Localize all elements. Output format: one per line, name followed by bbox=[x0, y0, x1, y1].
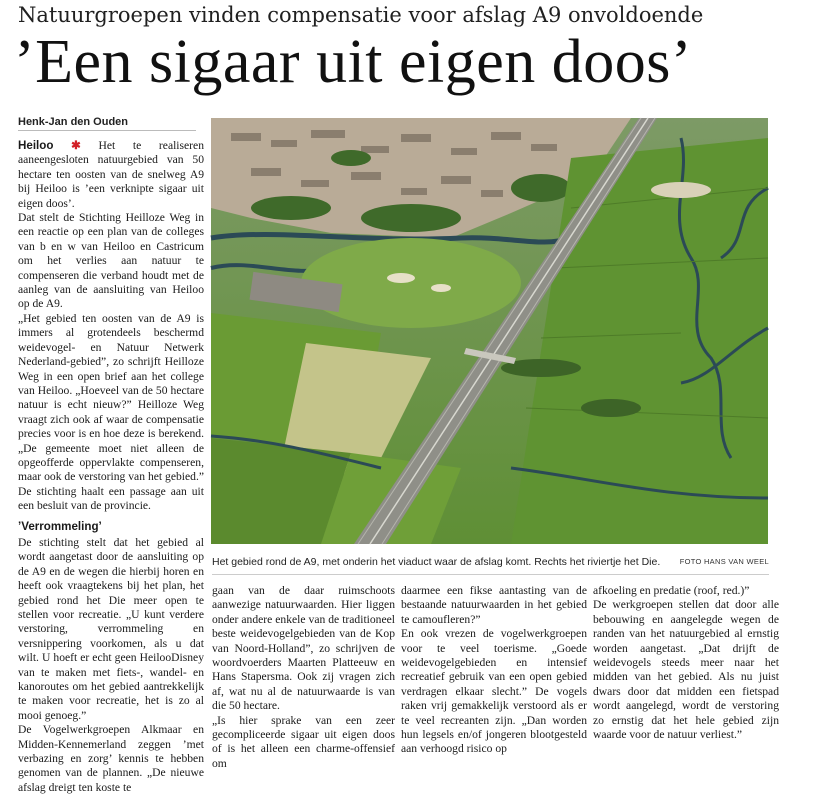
article-column-1 bbox=[18, 139, 204, 794]
col3-paragraph-2: En ook vrezen de vogelwerkgroepen voor te veel toerisme. „Goede weidevogelgebieden en intensief recreatief gebruik van een open gebied verdragen elkaar slecht.” De vogels raken vrij gemakkelijk verstoord als er te veel recreanten zijn. „Dan worden hun legsels en/of jongeren blootgesteld aan verhoogd risico op bbox=[401, 627, 587, 756]
col4-paragraph-2: De werkgroepen stellen dat door alle bebouwing en aangelegde wegen de randen van het natuurgebied al ernstig worden aangetast. „Dat drijft de weidevogels steeds meer naar het midden van het gebied. Als nu juist dwars door dat midden een fietspad wordt aangelegd, wordt de verstoring zo ernstig dat het hele gebied zijn waarde voor de natuur verliest.” bbox=[593, 598, 779, 742]
photo-credit: FOTO HANS VAN WEEL bbox=[679, 557, 769, 566]
article-column-4 bbox=[593, 584, 779, 752]
photo-caption bbox=[212, 556, 769, 572]
caption-text: Het gebied rond de A9, met onderin het viaduct waar de afslag komt. Rechts het riviertje het Die. bbox=[212, 556, 661, 568]
col2-paragraph-1: gaan van de daar ruimschoots aanwezige natuurwaarden. Hier liggen onder andere enkele van de traditioneel beste weidevogelgebieden van de Kop van Noord-Holland”, zo schrijven de woordvoerders Maarten Platteeuw en Hans Stapersma. Ook zij vragen zich af, wat nu al de natuurwaarde is van die 50 hectare. bbox=[212, 584, 395, 713]
caption-divider bbox=[212, 574, 769, 575]
col3-paragraph-1: daarmee een fikse aantasting van de bestaande natuurwaarden in het gebied te camoufleren?” bbox=[401, 584, 587, 626]
headline: ’Een sigaar uit eigen doos’ bbox=[14, 28, 693, 96]
col2-paragraph-2: „Is hier sprake van een zeer gecompliceerde sigaar uit eigen doos of is het alleen een charme-offensief om bbox=[212, 713, 395, 770]
aerial-photo bbox=[211, 118, 768, 544]
paragraph-3: De stichting stelt dat het gebied al wordt aangetast door de aansluiting op de A9 en de wegen die hierbij horen en heeft ook vraagtekens bij het plan, het gebied rond het Die meer open te stellen voor recreatie. „U kunt verdere verstoring, verrommeling en versnippering voorkomen, als u dat wilt. U hoeft er echt geen HeilooDisney van te maken met fiets-, wandel- en kanoroutes om het gebied aantrekkelijk te maken voor recreatie, het is zo al mooi genoeg.” bbox=[18, 535, 204, 722]
subheading: ’Verrommeling’ bbox=[18, 519, 102, 533]
dateline-place: Heiloo bbox=[18, 139, 54, 152]
kicker: Natuurgroepen vinden compensatie voor afslag A9 onvoldoende bbox=[18, 3, 704, 27]
paragraph-2: „Het gebied ten oosten van de A9 is immers al grotendeels beschermd weidevogel- en Natuur Netwerk Nederland-gebied”, zo schrijft Heilloze Weg in een open brief aan het college van Heiloo. „Hoeveel van de 50 hectare natuur is echt nieuw?” Heilloze Weg vraagt zich ook af waar de compensatie precies voor is en hoe deze is berekend. „De gemeente moet niet alleen de opgeofferde oppervlakte compenseren, maar ook de verstoring van het gebied.” De stichting haalt een passage aan uit een besluit van de provincie. bbox=[18, 311, 204, 513]
paragraph-4: De Vogelwerkgroepen Alkmaar en Midden-Kennemerland zeggen ’met verbazing en zorg’ kennis te hebben genomen van de plannen. „De nieuwe afslag dreigt ten koste te bbox=[18, 723, 204, 794]
star-icon: ✱ bbox=[71, 139, 81, 152]
lead-text: Het te realiseren aaneengesloten natuurgebied van 50 hectare ten oosten van de snelweg A9 bij Heiloo is ’een verknipte sigaar uit eigen doos’. bbox=[18, 139, 204, 210]
aerial-photo-illustration bbox=[211, 118, 768, 544]
col4-paragraph-1: afkoeling en predatie (roof, red.)” bbox=[593, 584, 750, 597]
article-column-3 bbox=[401, 584, 587, 756]
article-column-2 bbox=[212, 584, 395, 770]
lead-paragraph bbox=[18, 139, 204, 211]
paragraph-1: Dat stelt de Stichting Heilloze Weg in een reactie op een plan van de colleges van b en w van Heiloo en Castricum om het verlies aan natuur te compenseren die verband houdt met de aanleg van de aansluiting van Heiloo op de A9. bbox=[18, 211, 204, 311]
byline: Henk-Jan den Ouden bbox=[18, 116, 196, 131]
